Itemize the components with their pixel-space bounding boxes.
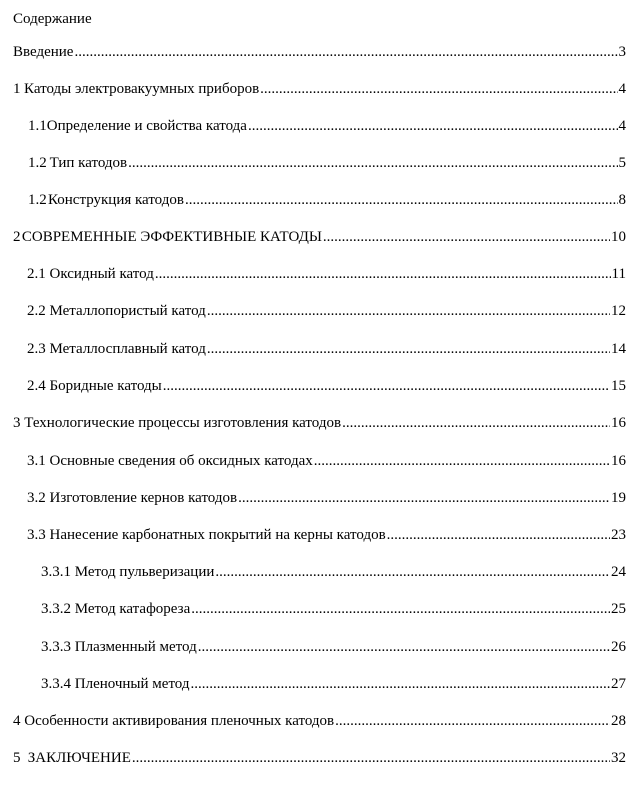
toc-page-number: 15 [611, 378, 626, 394]
toc-entry [0, 79, 641, 99]
toc-entry [0, 711, 641, 731]
toc-entry [0, 190, 641, 210]
toc-leader [128, 153, 617, 173]
toc-entry [0, 562, 641, 582]
toc-entry [0, 637, 641, 657]
toc-leader [314, 451, 610, 471]
toc-leader [342, 413, 610, 433]
toc-entry-text: СОВРЕМЕННЫЕ ЭФФЕКТИВНЫЕ КАТОДЫ [21, 229, 322, 245]
toc-entry [0, 413, 641, 433]
toc-page-number: 4 [618, 81, 626, 97]
toc-page-number: 8 [618, 192, 626, 208]
toc-leader [260, 79, 617, 99]
toc-entry-number: 5 [13, 750, 21, 766]
toc-title: Содержание [13, 11, 92, 27]
toc-leader [155, 264, 611, 284]
toc-leader [191, 674, 611, 694]
toc-page-number: 19 [611, 490, 626, 506]
toc-entry-text: 3.3.1 Метод пульверизации [41, 564, 215, 580]
toc-leader [323, 227, 610, 247]
toc-leader [248, 116, 618, 136]
toc-entry [0, 488, 641, 508]
toc-leader [207, 339, 610, 359]
toc-entry-text: 2.3 Металлосплавный катод [27, 341, 206, 357]
toc-entry-text: Конструкция катодов [48, 192, 184, 208]
toc-entry-text: 3.3.4 Пленочный метод [41, 676, 190, 692]
toc-entry-number: 2 [13, 229, 21, 245]
toc-entry [0, 153, 641, 173]
toc-leader [132, 748, 610, 768]
toc-leader [335, 711, 610, 731]
toc-leader [185, 190, 618, 210]
toc-entry-text: Тип катодов [49, 155, 128, 171]
toc-page-number: 4 [618, 118, 626, 134]
toc-entry [0, 42, 641, 62]
toc-entry [0, 264, 641, 284]
toc-leader [191, 599, 610, 619]
toc-page-number: 5 [618, 155, 626, 171]
toc-page-number: 3 [618, 44, 626, 60]
toc-page-number: 16 [611, 415, 626, 431]
toc-entry-text: 3 Технологические процессы изготовления катодов [13, 415, 342, 431]
toc-page-number: 10 [611, 229, 626, 245]
toc-leader [215, 562, 610, 582]
toc-page-number: 11 [611, 266, 626, 282]
toc-entry-text: 2.1 Оксидный катод [27, 266, 154, 282]
toc-entry-number: 1.1 [28, 118, 47, 134]
toc-entry [0, 116, 641, 136]
toc-page-number: 23 [611, 527, 626, 543]
toc-entry [0, 451, 641, 471]
toc-entry-text: 4 Особенности активирования пленочных катодов [13, 713, 335, 729]
toc-entry [0, 525, 641, 545]
toc-page-number: 25 [611, 601, 626, 617]
toc-page-number: 27 [611, 676, 626, 692]
toc-entry-text: 3.3.3 Плазменный метод [41, 639, 197, 655]
toc-page-number: 26 [611, 639, 626, 655]
toc-entry-text: ЗАКЛЮЧЕНИЕ [27, 750, 131, 766]
toc-entry-text: 3.2 Изготовление кернов катодов [27, 490, 238, 506]
toc-entry [0, 339, 641, 359]
toc-entry-text: 2.4 Боридные катоды [27, 378, 162, 394]
toc-page-number: 32 [611, 750, 626, 766]
toc-entry [0, 301, 641, 321]
toc-entry-text: Определение и свойства катода [46, 118, 247, 134]
toc-entry-text: Катоды электровакуумных приборов [24, 81, 260, 97]
toc-entry-text: 2.2 Металлопористый катод [27, 303, 206, 319]
toc-entry-text: 3.3 Нанесение карбонатных покрытий на керны катодов [27, 527, 386, 543]
toc-entry [0, 227, 641, 247]
toc-page-number: 12 [611, 303, 626, 319]
toc-entry [0, 599, 641, 619]
toc-entry-text: 3.3.2 Метод катафореза [41, 601, 191, 617]
toc-entry [0, 674, 641, 694]
toc-leader [198, 637, 610, 657]
toc-entry [0, 376, 641, 396]
toc-leader [238, 488, 610, 508]
toc-entry-text: 3.1 Основные сведения об оксидных катодах [27, 453, 313, 469]
toc-leader [207, 301, 610, 321]
toc-leader [163, 376, 610, 396]
toc-page-number: 28 [611, 713, 626, 729]
toc-page-number: 14 [611, 341, 626, 357]
toc-entry [0, 748, 641, 768]
toc-entry-number: 1.2 [28, 155, 47, 171]
toc-page-number: 24 [611, 564, 626, 580]
toc-entry-text: Введение [13, 44, 74, 60]
toc-leader [387, 525, 610, 545]
toc-page-number: 16 [611, 453, 626, 469]
toc-entry-number: 1 [13, 81, 21, 97]
toc-entry-number: 1.2 [28, 192, 47, 208]
toc-leader [74, 42, 617, 62]
